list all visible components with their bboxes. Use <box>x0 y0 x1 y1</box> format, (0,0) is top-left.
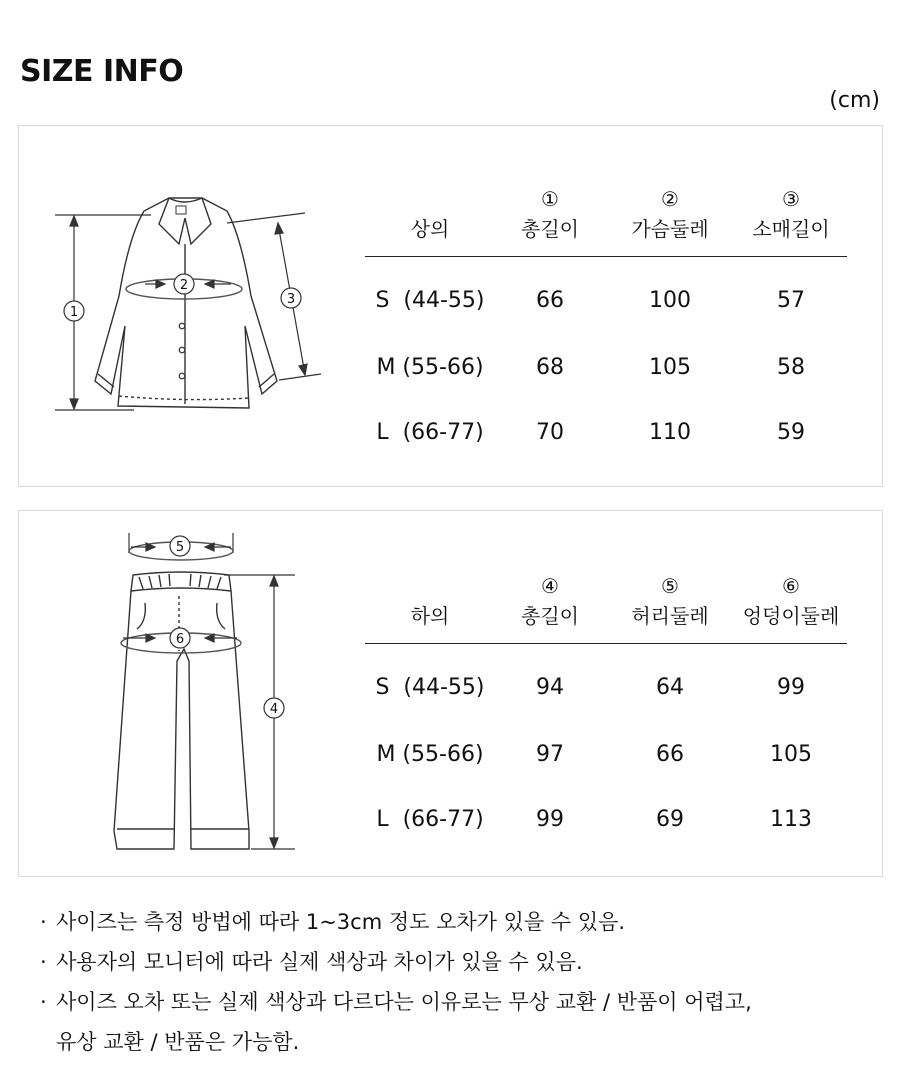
note-item: · 사이즈는 측정 방법에 따라 1~3cm 정도 오차가 있을 수 있음. <box>40 910 626 934</box>
table-header-row <box>365 555 847 644</box>
cell-value: 105 <box>770 742 812 767</box>
category-header: 하의 <box>365 555 495 644</box>
marker-4: 4 <box>269 702 279 717</box>
table-row <box>365 787 847 852</box>
hip-header: ⑥ 엉덩이둘레 <box>735 555 847 644</box>
cell-value: 99 <box>536 807 564 832</box>
notes-section <box>40 902 752 1062</box>
cell-value: 97 <box>536 742 564 767</box>
cell-value: 100 <box>649 287 691 313</box>
size-label: L (66-77) <box>376 420 484 445</box>
marker-5: 5 <box>175 540 185 555</box>
shirt-diagram <box>19 126 359 486</box>
cell-value: 70 <box>536 420 564 445</box>
pants-diagram <box>19 511 359 876</box>
marker-6: 6 <box>175 632 185 647</box>
size-label: M (55-66) <box>376 355 484 380</box>
size-label: S (44-55) <box>375 674 485 700</box>
waist-header: ⑤ 허리둘레 <box>605 555 735 644</box>
size-label: S (44-55) <box>375 287 485 313</box>
note-item: · 사용자의 모니터에 따라 실제 색상과 차이가 있을 수 있음. <box>40 950 583 974</box>
size-label: M (55-66) <box>376 742 484 767</box>
marker-3: 3 <box>286 292 296 307</box>
cell-value: 66 <box>656 742 684 767</box>
bottom-size-table <box>365 555 847 852</box>
cell-value: 58 <box>777 355 805 380</box>
note-item: · 사이즈 오차 또는 실제 색상과 다르다는 이유로는 무상 교환 / 반품이 어렵고, 유상 교환 / 반품은 가능함. <box>40 990 752 1054</box>
table-row <box>365 400 847 465</box>
cell-value: 113 <box>770 807 812 832</box>
total-length-header: ① 총길이 <box>495 168 605 257</box>
cell-value: 59 <box>777 420 805 445</box>
top-size-panel <box>18 125 883 487</box>
cell-value: 57 <box>777 287 805 313</box>
total-length-header: ④ 총길이 <box>495 555 605 644</box>
cell-value: 105 <box>649 355 691 380</box>
page-title: SIZE INFO <box>20 54 184 89</box>
top-size-table <box>365 168 847 465</box>
cell-value: 94 <box>536 674 564 700</box>
marker-2: 2 <box>179 278 189 293</box>
table-row <box>365 644 847 723</box>
category-header: 상의 <box>365 168 495 257</box>
cell-value: 110 <box>649 420 691 445</box>
table-row <box>365 257 847 336</box>
cell-value: 64 <box>656 674 684 700</box>
cell-value: 69 <box>656 807 684 832</box>
table-row <box>365 335 847 400</box>
bottom-size-panel <box>18 510 883 877</box>
unit-label: (cm) <box>829 88 880 113</box>
cell-value: 68 <box>536 355 564 380</box>
cell-value: 99 <box>777 674 805 700</box>
marker-1: 1 <box>69 305 79 320</box>
cell-value: 66 <box>536 287 564 313</box>
sleeve-header: ③ 소매길이 <box>735 168 847 257</box>
size-label: L (66-77) <box>376 807 484 832</box>
table-header-row <box>365 168 847 257</box>
chest-header: ② 가슴둘레 <box>605 168 735 257</box>
table-row <box>365 722 847 787</box>
